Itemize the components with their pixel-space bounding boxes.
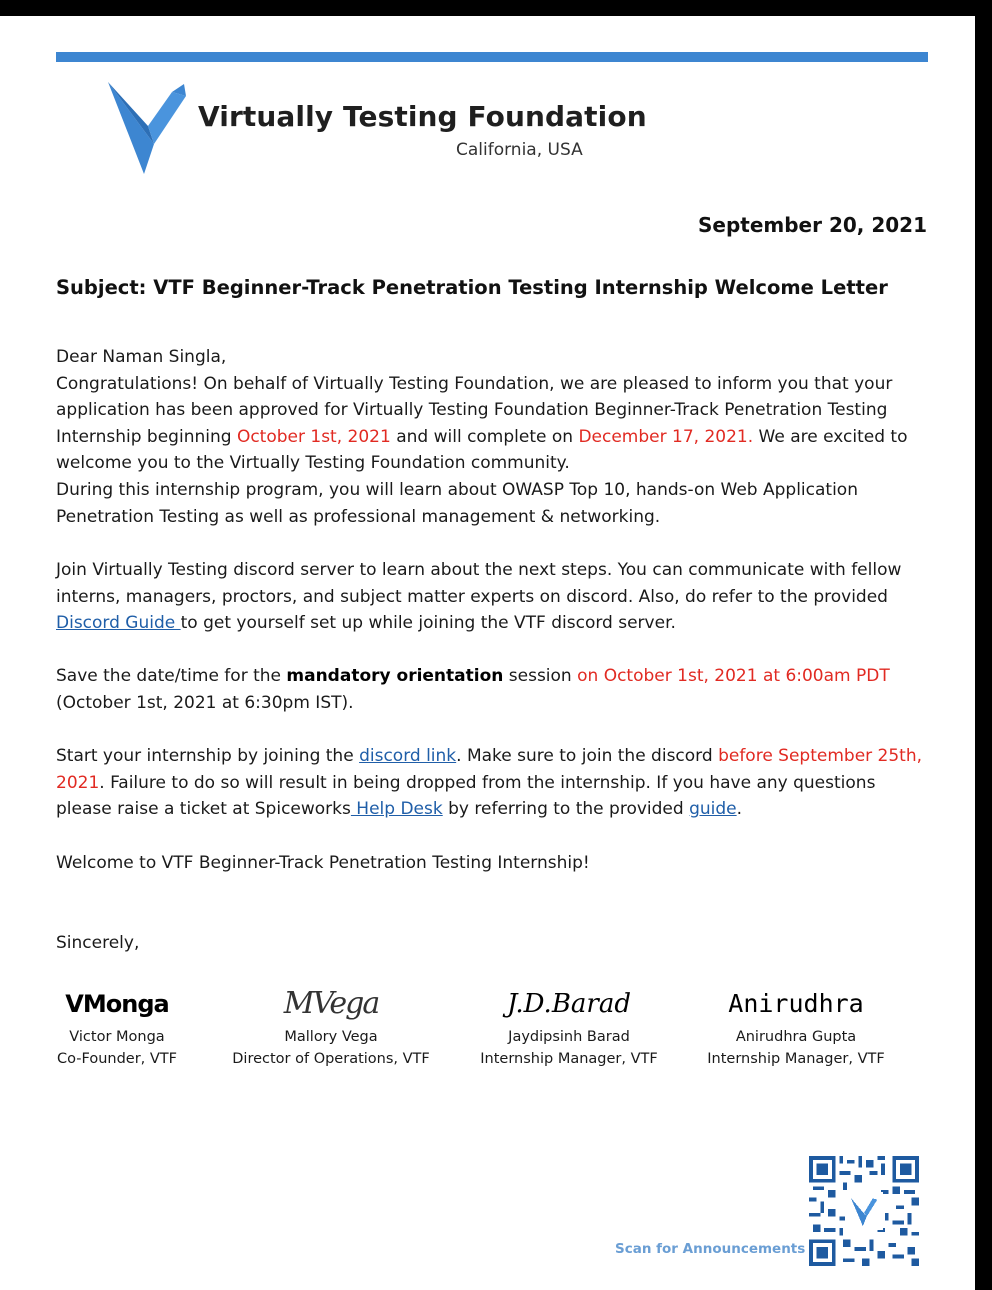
- paragraph-intro: [56, 344, 936, 530]
- start-date: October 1st, 2021: [236, 426, 391, 447]
- greeting: Dear Naman Singla,: [56, 347, 227, 367]
- signatory-name: Victor Monga: [69, 1029, 165, 1045]
- signatory-title: Internship Manager, VTF: [707, 1051, 885, 1067]
- signatory-name: Anirudhra Gupta: [735, 1029, 857, 1045]
- vtf-logo-icon: [106, 82, 186, 174]
- signatory-1: [52, 982, 182, 1070]
- help-desk-link[interactable]: Help Desk: [350, 799, 443, 820]
- end-date: December 17, 2021.: [578, 426, 754, 447]
- text: We are excited to welcome you to the Virtually Testing Foundation community.: [56, 426, 908, 474]
- join-deadline: before September 25th, 2021: [56, 746, 923, 793]
- paragraph-orientation: [56, 663, 936, 716]
- signatory-2: [226, 982, 436, 1070]
- org-name: Virtually Testing Foundation: [198, 100, 647, 133]
- signature-image: J.D.Barad: [506, 989, 632, 1019]
- text: Congratulations! On behalf of Virtually Testing Foundation, we are pleased to inform you that your application has been approved for Virtually Testing Foundation Beginner-Track Penetration Testing Internship beginning: [56, 373, 893, 447]
- signature-image: MVega: [283, 986, 379, 1021]
- qr-code-icon[interactable]: [809, 1156, 919, 1266]
- text: Start your internship by joining the: [56, 746, 360, 766]
- text: .: [736, 799, 743, 820]
- paragraph-congrats: [56, 371, 936, 477]
- paragraph-program: During this internship program, you will learn about OWASP Top 10, hands-on Web Application Penetration Testing as well as professional management & networking.: [56, 479, 858, 527]
- header-accent-bar: [56, 52, 928, 62]
- text: and will complete on: [390, 426, 579, 447]
- signature-image: VMonga: [65, 990, 169, 1018]
- text: Join Virtually Testing discord server to learn about the next steps. You can communicate with fellow interns, managers, proctors, and subject matter experts on discord. Also, do refer to the provided: [56, 560, 902, 607]
- text: Save the date/time for the: [56, 666, 287, 686]
- letter-page: [0, 16, 975, 1290]
- qr-caption: Scan for Announcements: [615, 1241, 806, 1257]
- text: to get yourself set up while joining the VTF discord server.: [180, 613, 676, 634]
- paragraph-discord: [56, 557, 936, 637]
- paragraph-welcome: Welcome to VTF Beginner-Track Penetration Testing Internship!: [56, 853, 590, 873]
- letter-date: September 20, 2021: [697, 213, 927, 237]
- signatory-title: Internship Manager, VTF: [480, 1051, 658, 1067]
- signatory-name: Mallory Vega: [284, 1029, 378, 1045]
- text: by referring to the provided: [442, 799, 690, 820]
- scan-frame-right: [975, 16, 992, 1290]
- guide-link[interactable]: guide: [689, 799, 737, 820]
- letter-subject: Subject: VTF Beginner-Track Penetration Testing Internship Welcome Letter: [56, 276, 888, 299]
- discord-guide-link[interactable]: Discord Guide: [56, 613, 181, 634]
- orientation-datetime: on October 1st, 2021 at 6:00am PDT: [577, 666, 890, 686]
- signatory-title: Co-Founder, VTF: [57, 1051, 177, 1067]
- text: (October 1st, 2021 at 6:30pm IST).: [56, 692, 354, 713]
- closing: Sincerely,: [56, 933, 140, 953]
- discord-link[interactable]: discord link: [359, 746, 457, 766]
- paragraph-start: [56, 743, 936, 823]
- signatory-3: [476, 982, 662, 1070]
- org-location: California, USA: [456, 140, 583, 160]
- text: . Make sure to join the discord: [456, 746, 719, 766]
- signature-image: Anirudhra: [728, 989, 864, 1018]
- signatory-name: Jaydipsinh Barad: [508, 1029, 630, 1045]
- scan-frame-top: [0, 0, 992, 16]
- text: . Failure to do so will result in being dropped from the internship. If you have any questions please raise a ticket at Spiceworks: [56, 772, 876, 820]
- signatory-4: [702, 982, 890, 1070]
- signatory-title: Director of Operations, VTF: [232, 1051, 430, 1067]
- mandatory-orientation: mandatory orientation: [286, 666, 504, 686]
- text: session: [503, 666, 578, 686]
